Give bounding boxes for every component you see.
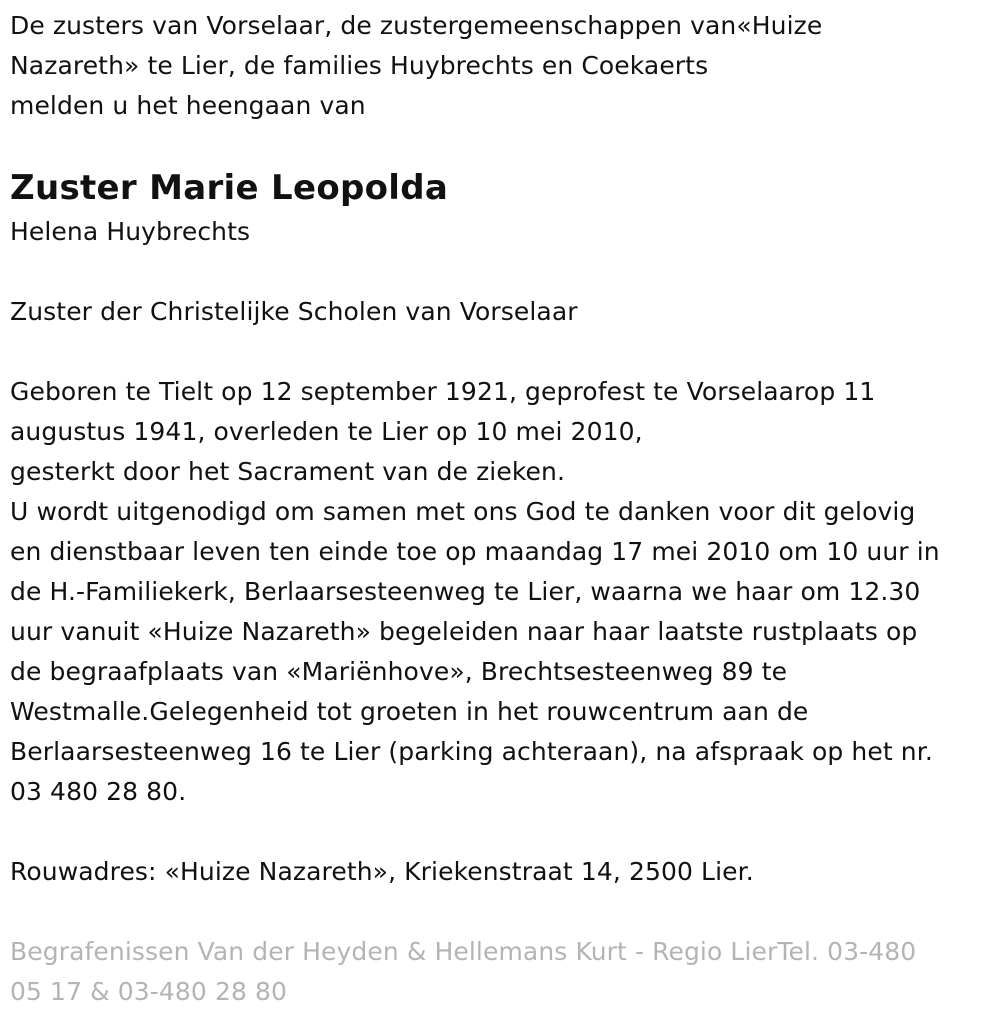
- body-line: uur vanuit «Huize Nazareth» begeleiden naar haar laatste rustplaats op: [10, 617, 918, 646]
- body-line: augustus 1941, overleden te Lier op 10 mei 2010,: [10, 417, 643, 446]
- intro-line: melden u het heengaan van: [10, 91, 366, 120]
- intro-paragraph: [10, 6, 990, 126]
- funeral-home-footer: [10, 932, 990, 1012]
- intro-line: Nazareth» te Lier, de families Huybrechts en Coekaerts: [10, 51, 709, 80]
- spacer: [10, 252, 990, 292]
- body-line: Berlaarsesteenweg 16 te Lier (parking achteraan), na afspraak op het nr.: [10, 737, 933, 766]
- body-paragraph: [10, 372, 990, 812]
- body-line: en dienstbaar leven ten einde toe op maandag 17 mei 2010 om 10 uur in: [10, 537, 940, 566]
- spacer: [10, 332, 990, 372]
- deceased-title-name: Zuster Marie Leopolda: [10, 168, 449, 208]
- body-line: de begraafplaats van «Mariënhove», Brechtsesteenweg 89 te: [10, 657, 788, 686]
- congregation: Zuster der Christelijke Scholen van Vorselaar: [10, 297, 578, 326]
- spacer: [10, 892, 990, 932]
- body-line: Westmalle.Gelegenheid tot groeten in het rouwcentrum aan de: [10, 697, 809, 726]
- body-line: de H.-Familiekerk, Berlaarsesteenweg te Lier, waarna we haar om 12.30: [10, 577, 921, 606]
- body-line: 03 480 28 80.: [10, 777, 187, 806]
- deceased-civil-name: Helena Huybrechts: [10, 217, 251, 246]
- mourning-address: Rouwadres: «Huize Nazareth», Kriekenstraat 14, 2500 Lier.: [10, 857, 754, 886]
- footer-line: 05 17 & 03-480 28 80: [10, 977, 288, 1006]
- spacer: [10, 812, 990, 852]
- intro-line: De zusters van Vorselaar, de zustergemeenschappen van«Huize: [10, 11, 823, 40]
- footer-line: Begrafenissen Van der Heyden & Hellemans Kurt - Regio LierTel. 03-480: [10, 937, 917, 966]
- body-line: Geboren te Tielt op 12 september 1921, geprofest te Vorselaarop 11: [10, 377, 876, 406]
- body-line: gesterkt door het Sacrament van de zieken.: [10, 457, 565, 486]
- body-line: U wordt uitgenodigd om samen met ons God te danken voor dit gelovig: [10, 497, 916, 526]
